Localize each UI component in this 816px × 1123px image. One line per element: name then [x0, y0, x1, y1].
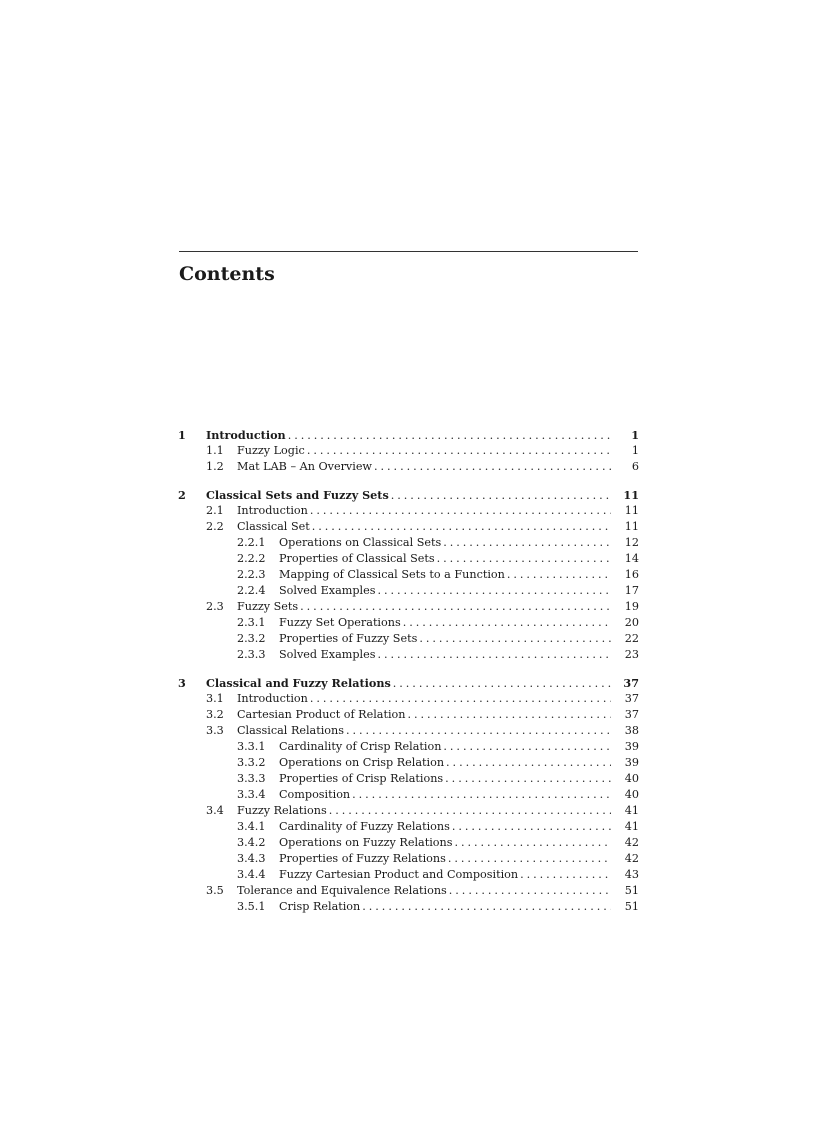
- dot-leader: [452, 819, 611, 835]
- toc-section[interactable]: [178, 707, 639, 723]
- toc-entry-page: 1: [631, 444, 639, 457]
- toc-subsection[interactable]: [178, 835, 639, 851]
- toc-entry-title: Mat LAB – An Overview: [237, 460, 373, 473]
- toc-subsection[interactable]: [178, 771, 639, 787]
- toc-entry-number: 3.4.1: [237, 820, 266, 833]
- toc-entry-title: Fuzzy Relations: [237, 804, 327, 817]
- toc-entry-number: 2.2: [206, 520, 224, 533]
- toc-entry-title: Fuzzy Set Operations: [279, 616, 401, 629]
- toc-entry-page: 1: [631, 428, 639, 442]
- dot-leader: [449, 883, 611, 899]
- toc-section[interactable]: [178, 519, 639, 535]
- toc-entry-number: 3.4.4: [237, 868, 266, 881]
- dot-leader: [520, 867, 611, 883]
- toc-entry-number: 2.3.2: [237, 632, 266, 645]
- toc-entry-page: 42: [624, 836, 639, 849]
- dot-leader: [378, 647, 612, 663]
- toc-entry-page: 23: [624, 648, 639, 661]
- toc-entry-title: Solved Examples: [279, 584, 376, 597]
- dot-leader: [407, 707, 611, 723]
- dot-leader: [374, 459, 611, 475]
- toc-entry-number: 3.1: [206, 692, 224, 705]
- toc-entry-page: 19: [624, 600, 639, 613]
- toc-entry-title: Operations on Classical Sets: [279, 536, 442, 549]
- toc-entry-title: Fuzzy Cartesian Product and Composition: [279, 868, 519, 881]
- toc-entry-title: Introduction: [237, 504, 308, 517]
- dot-leader: [307, 443, 611, 459]
- toc-entry-page: 38: [624, 724, 639, 737]
- toc-entry-page: 37: [624, 708, 639, 721]
- dot-leader: [378, 583, 612, 599]
- toc-entry-number: 3.5: [206, 884, 224, 897]
- dot-leader: [419, 631, 611, 647]
- toc-entry-title: Fuzzy Logic: [237, 444, 305, 457]
- dot-leader: [437, 551, 611, 567]
- toc-section[interactable]: [178, 599, 639, 615]
- table-of-contents: [178, 427, 639, 915]
- toc-entry-number: 3.5.1: [237, 900, 266, 913]
- dot-leader: [443, 739, 611, 755]
- dot-leader: [312, 519, 611, 535]
- toc-subsection[interactable]: [178, 755, 639, 771]
- toc-entry-number: 2.2.1: [237, 536, 266, 549]
- toc-subsection[interactable]: [178, 867, 639, 883]
- toc-entry-number: 2.1: [206, 504, 224, 517]
- dot-leader: [446, 755, 611, 771]
- toc-entry-number: 3.2: [206, 708, 224, 721]
- toc-entry-title: Mapping of Classical Sets to a Function: [279, 568, 505, 581]
- toc-entry-page: 41: [624, 804, 639, 817]
- toc-entry-page: 16: [624, 568, 639, 581]
- toc-entry-title: Classical Relations: [237, 724, 344, 737]
- toc-entry-number: 2.3.3: [237, 648, 266, 661]
- dot-leader: [507, 567, 611, 583]
- header-rule: [179, 251, 638, 252]
- toc-entry-page: 39: [624, 756, 639, 769]
- dot-leader: [443, 535, 611, 551]
- toc-entry-title: Cartesian Product of Relation: [237, 708, 406, 721]
- toc-entry-title: Properties of Fuzzy Relations: [279, 852, 446, 865]
- toc-entry-title: Classical and Fuzzy Relations: [206, 676, 391, 690]
- toc-entry-title: Classical Set: [237, 520, 310, 533]
- dot-leader: [454, 835, 611, 851]
- dot-leader: [310, 503, 611, 519]
- toc-entry-page: 51: [624, 884, 639, 897]
- toc-entry-title: Introduction: [237, 692, 308, 705]
- toc-entry-number: 2.2.3: [237, 568, 266, 581]
- dot-leader: [300, 599, 611, 615]
- toc-section[interactable]: [178, 803, 639, 819]
- toc-chapter[interactable]: [178, 675, 639, 691]
- toc-subsection[interactable]: [178, 567, 639, 583]
- dot-leader: [393, 676, 611, 692]
- toc-section[interactable]: [178, 883, 639, 899]
- toc-entry-number: 2.3: [206, 600, 224, 613]
- toc-entry-page: 22: [624, 632, 639, 645]
- toc-entry-title: Crisp Relation: [279, 900, 361, 913]
- toc-entry-number: 2.3.1: [237, 616, 266, 629]
- toc-entry-title: Classical Sets and Fuzzy Sets: [206, 488, 389, 502]
- toc-entry-page: 42: [624, 852, 639, 865]
- toc-entry-number: 3.3.1: [237, 740, 266, 753]
- toc-entry-title: Operations on Crisp Relation: [279, 756, 445, 769]
- toc-entry-number: 3.4: [206, 804, 224, 817]
- toc-entry-title: Composition: [279, 788, 351, 801]
- toc-entry-page: 12: [624, 536, 639, 549]
- toc-subsection[interactable]: [178, 631, 639, 647]
- toc-entry-number: 1.2: [206, 460, 224, 473]
- toc-subsection[interactable]: [178, 899, 639, 915]
- toc-entry-page: 39: [624, 740, 639, 753]
- toc-subsection[interactable]: [178, 535, 639, 551]
- toc-chapter[interactable]: [178, 487, 639, 503]
- toc-entry-page: 43: [624, 868, 639, 881]
- dot-leader: [391, 488, 611, 504]
- toc-entry-title: Cardinality of Crisp Relation: [279, 740, 442, 753]
- toc-entry-page: 41: [624, 820, 639, 833]
- toc-entry-title: Properties of Classical Sets: [279, 552, 435, 565]
- toc-entry-number: 3.3.3: [237, 772, 266, 785]
- toc-entry-title: Solved Examples: [279, 648, 376, 661]
- toc-entry-page: 51: [624, 900, 639, 913]
- dot-leader: [448, 851, 611, 867]
- toc-entry-number: 2: [178, 488, 186, 502]
- dot-leader: [362, 899, 611, 915]
- toc-entry-number: 1.1: [206, 444, 224, 457]
- toc-entry-page: 11: [624, 504, 639, 517]
- toc-subsection[interactable]: [178, 615, 639, 631]
- toc-entry-title: Fuzzy Sets: [237, 600, 299, 613]
- toc-entry-page: 40: [624, 788, 639, 801]
- dot-leader: [403, 615, 611, 631]
- toc-entry-number: 3.3.4: [237, 788, 266, 801]
- toc-entry-title: Tolerance and Equivalence Relations: [237, 884, 447, 897]
- toc-entry-title: Cardinality of Fuzzy Relations: [279, 820, 450, 833]
- toc-entry-title: Properties of Fuzzy Sets: [279, 632, 418, 645]
- dot-leader: [352, 787, 611, 803]
- toc-entry-number: 2.2.2: [237, 552, 266, 565]
- toc-entry-number: 3.3.2: [237, 756, 266, 769]
- toc-entry-number: 3.4.2: [237, 836, 266, 849]
- toc-section[interactable]: [178, 503, 639, 519]
- toc-entry-number: 2.2.4: [237, 584, 266, 597]
- toc-entry-page: 14: [624, 552, 639, 565]
- toc-subsection[interactable]: [178, 851, 639, 867]
- dot-leader: [445, 771, 611, 787]
- toc-subsection[interactable]: [178, 583, 639, 599]
- toc-chapter[interactable]: [178, 427, 639, 443]
- toc-section[interactable]: [178, 691, 639, 707]
- toc-entry-page: 37: [624, 692, 639, 705]
- toc-entry-page: 17: [624, 584, 639, 597]
- toc-subsection[interactable]: [178, 647, 639, 663]
- toc-section[interactable]: [178, 443, 639, 459]
- toc-subsection[interactable]: [178, 551, 639, 567]
- dot-leader: [288, 428, 611, 444]
- toc-entry-page: 11: [624, 520, 639, 533]
- toc-entry-page: 20: [624, 616, 639, 629]
- toc-entry-number: 3.3: [206, 724, 224, 737]
- toc-entry-title: Operations on Fuzzy Relations: [279, 836, 453, 849]
- toc-section[interactable]: [178, 723, 639, 739]
- dot-leader: [346, 723, 611, 739]
- toc-entry-number: 1: [178, 428, 186, 442]
- toc-section[interactable]: [178, 459, 639, 475]
- toc-subsection[interactable]: [178, 739, 639, 755]
- page-title: Contents: [179, 263, 275, 285]
- toc-entry-page: 11: [623, 488, 639, 502]
- toc-entry-number: 3: [178, 676, 186, 690]
- toc-entry-number: 3.4.3: [237, 852, 266, 865]
- toc-entry-page: 6: [631, 460, 639, 473]
- toc-subsection[interactable]: [178, 787, 639, 803]
- toc-entry-page: 40: [624, 772, 639, 785]
- toc-subsection[interactable]: [178, 819, 639, 835]
- dot-leader: [310, 691, 611, 707]
- dot-leader: [329, 803, 611, 819]
- toc-entry-title: Properties of Crisp Relations: [279, 772, 444, 785]
- toc-entry-title: Introduction: [206, 428, 286, 442]
- toc-entry-page: 37: [623, 676, 639, 690]
